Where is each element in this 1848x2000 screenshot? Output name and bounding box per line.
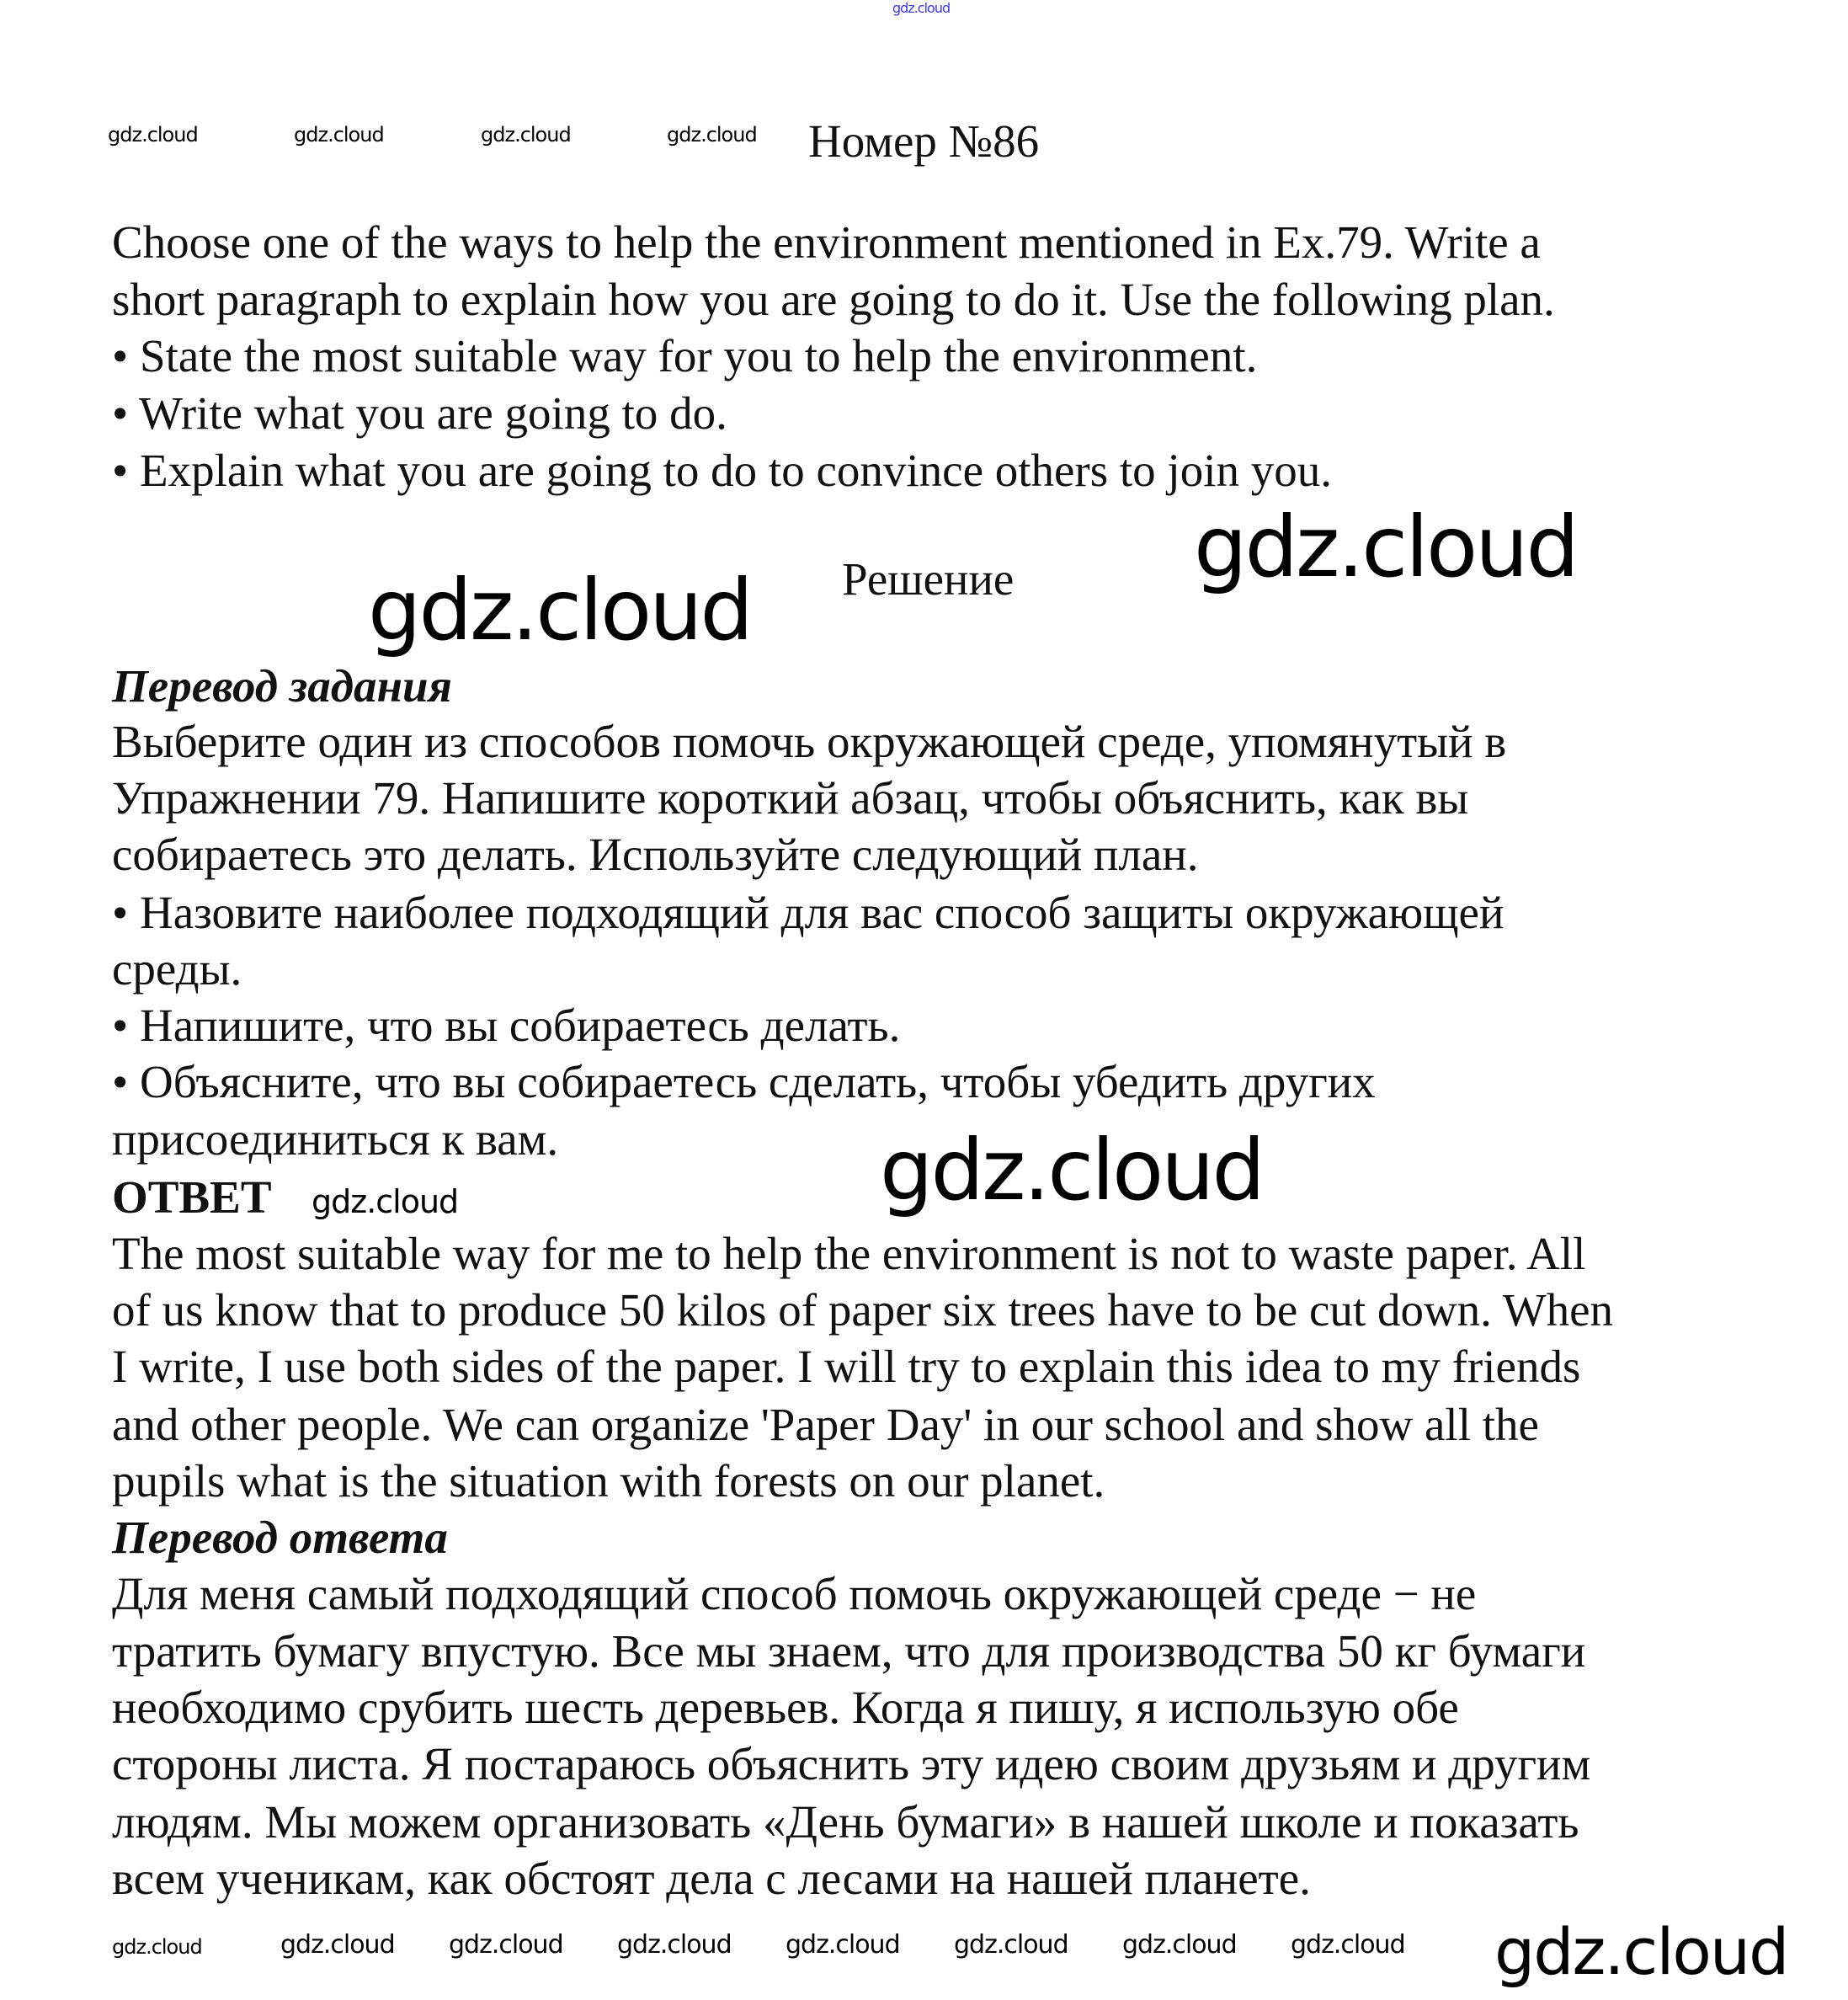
answer-translation-line: необходимо срубить шесть деревьев. Когда я пишу, я использую обе [112, 1682, 1459, 1733]
task-translation-line: собираетесь это делать. Используйте следующий план. [112, 829, 1199, 880]
watermark: gdz.cloud [786, 1930, 900, 1960]
answer-translation-line: людям. Мы можем организовать «День бумаги» в нашей школе и показать [112, 1796, 1579, 1848]
answer-line: and other people. We can organize 'Paper Day' in our school and show all the [112, 1399, 1539, 1450]
answer-translation-heading: Перевод ответа [112, 1512, 448, 1563]
answer-translation-line: всем ученикам, как обстоят дела с лесами на нашей планете. [112, 1853, 1311, 1904]
task-line: • Explain what you are going to do to convince others to join you. [112, 445, 1332, 496]
watermark: gdz.cloud [954, 1930, 1068, 1960]
watermark-large: gdz.cloud [368, 561, 752, 659]
task-translation-line: среды. [112, 943, 242, 995]
watermark: gdz.cloud [294, 123, 384, 147]
task-line: • State the most suitable way for you to help the environment. [112, 330, 1258, 381]
answer-line: The most suitable way for me to help the environment is not to waste paper. All [112, 1228, 1586, 1279]
task-translation-heading: Перевод задания [112, 660, 452, 712]
watermark: gdz.cloud [449, 1930, 563, 1960]
watermark-large: gdz.cloud [1194, 498, 1578, 596]
task-line: • Write what you are going to do. [112, 387, 727, 439]
answer-line: of us know that to produce 50 kilos of paper six trees have to be cut down. When [112, 1284, 1614, 1336]
watermark-large: gdz.cloud [880, 1121, 1264, 1219]
task-translation-line: присоединиться к вам. [112, 1113, 559, 1165]
task-translation-line: • Объясните, что вы собираетесь сделать, чтобы убедить других [112, 1056, 1376, 1107]
watermark: gdz.cloud [112, 1935, 202, 1959]
watermark: gdz.cloud [481, 123, 571, 147]
watermark: gdz.cloud [108, 123, 198, 147]
watermark-top: gdz.cloud [892, 0, 951, 16]
answer-translation-line: Для меня самый подходящий способ помочь окружающей среде − не [112, 1568, 1477, 1619]
solution-label: Решение [842, 553, 1015, 605]
answer-translation-line: стороны листа. Я постараюсь объяснить эту идею своим друзьям и другим [112, 1738, 1591, 1789]
answer-line: pupils what is the situation with forests on our planet. [112, 1455, 1105, 1507]
task-translation-line: Упражнении 79. Напишите короткий абзац, чтобы объяснить, как вы [112, 772, 1469, 824]
task-translation-line: • Напишите, что вы собираетесь делать. [112, 1000, 901, 1051]
page-title: Номер №86 [808, 115, 1040, 167]
task-line: short paragraph to explain how you are going to do it. Use the following plan. [112, 274, 1555, 325]
watermark: gdz.cloud [1122, 1930, 1237, 1960]
watermark-large: gdz.cloud [1494, 1914, 1788, 1989]
task-line: Choose one of the ways to help the environment mentioned in Ex.79. Write a [112, 216, 1541, 268]
watermark: gdz.cloud [280, 1930, 395, 1960]
watermark: gdz.cloud [312, 1183, 459, 1220]
answer-heading: ОТВЕТ [112, 1171, 272, 1223]
answer-translation-line: тратить бумагу впустую. Все мы знаем, что для производства 50 кг бумаги [112, 1625, 1586, 1677]
task-translation-line: Выберите один из способов помочь окружающей среде, упомянутый в [112, 716, 1507, 767]
task-translation-line: • Назовите наиболее подходящий для вас способ защиты окружающей [112, 887, 1504, 938]
watermark: gdz.cloud [667, 123, 757, 147]
watermark: gdz.cloud [617, 1930, 732, 1960]
answer-line: I write, I use both sides of the paper. I will try to explain this idea to my friends [112, 1341, 1581, 1392]
watermark: gdz.cloud [1291, 1930, 1405, 1960]
